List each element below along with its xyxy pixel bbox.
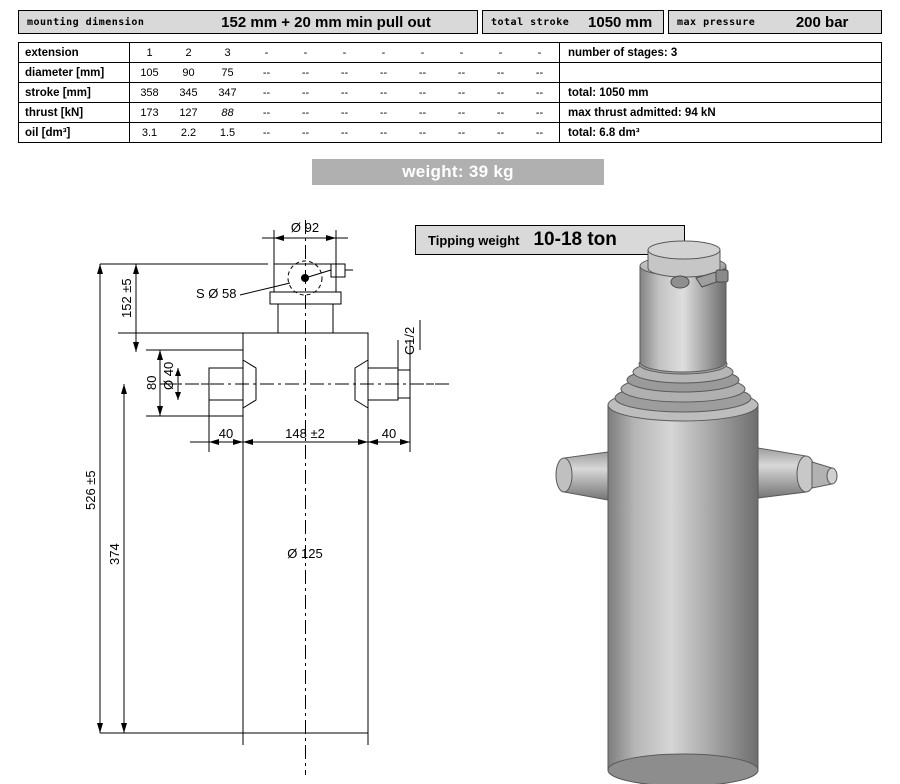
cell: --	[481, 103, 520, 123]
weight-banner	[312, 159, 604, 185]
total-stroke-label: total stroke	[491, 16, 570, 28]
cell: -	[481, 43, 520, 63]
cell: 1.5	[208, 123, 247, 143]
cell: --	[442, 123, 481, 143]
cell: --	[325, 83, 364, 103]
dim-pin-diameter: Ø 40	[161, 361, 176, 390]
row-head: thrust [kN]	[19, 103, 130, 123]
row-note: number of stages: 3	[560, 43, 882, 63]
render-barrel	[608, 389, 758, 784]
cell: --	[403, 83, 442, 103]
max-pressure-value: 200 bar	[795, 13, 849, 31]
mounting-dimension-value: 152 mm + 20 mm min pull out	[221, 13, 431, 31]
cell: --	[247, 123, 286, 143]
dim-left-offset: 40	[218, 426, 234, 441]
tipping-weight-label: Tipping weight	[428, 232, 520, 248]
cell: 345	[169, 83, 208, 103]
cell: 88	[208, 103, 247, 123]
cell: -	[520, 43, 560, 63]
cell: --	[247, 63, 286, 83]
tipping-weight-value: 10-18 ton	[533, 229, 617, 250]
cell: -	[247, 43, 286, 63]
cell: -	[442, 43, 481, 63]
mounting-dimension-box	[18, 10, 478, 34]
table-row	[19, 63, 882, 83]
dim-top-diameter: Ø 92	[290, 220, 320, 235]
max-pressure-label: max pressure	[677, 16, 756, 28]
cell: --	[325, 123, 364, 143]
cell: --	[481, 63, 520, 83]
row-head: diameter [mm]	[19, 63, 130, 83]
dim-center-width: 148 ±2	[285, 426, 325, 441]
cell: --	[364, 103, 403, 123]
cylinder-3d-render	[520, 230, 900, 784]
cell: --	[442, 83, 481, 103]
render-left-trunnion	[556, 452, 608, 500]
cell: --	[520, 83, 560, 103]
dim-port-thread: G1/2	[402, 326, 417, 355]
cell: 358	[130, 83, 170, 103]
total-stroke-value: 1050 mm	[588, 13, 653, 31]
total-stroke-box	[482, 10, 664, 34]
cell: -	[325, 43, 364, 63]
cell: --	[286, 63, 325, 83]
cell: 3.1	[130, 123, 170, 143]
table-row	[19, 43, 882, 63]
cell: 105	[130, 63, 170, 83]
cell: --	[403, 103, 442, 123]
dim-mounting-height: 152 ±5	[119, 278, 134, 318]
row-head: stroke [mm]	[19, 83, 130, 103]
cell: 90	[169, 63, 208, 83]
dim-body-diameter: Ø 125	[287, 546, 323, 561]
render-bottom-cap	[608, 754, 758, 784]
cell: 347	[208, 83, 247, 103]
cell: --	[286, 123, 325, 143]
mounting-dimension-label: mounting dimension	[19, 17, 175, 28]
table-row	[19, 83, 882, 103]
cell: --	[520, 63, 560, 83]
cell: --	[364, 123, 403, 143]
cell: --	[325, 63, 364, 83]
cell: --	[364, 83, 403, 103]
row-head: oil [dm³]	[19, 123, 130, 143]
cell: --	[325, 103, 364, 123]
cell: 127	[169, 103, 208, 123]
cell: 75	[208, 63, 247, 83]
dim-right-offset: 40	[381, 426, 397, 441]
cell: -	[286, 43, 325, 63]
cell: --	[403, 63, 442, 83]
cell: --	[403, 123, 442, 143]
max-pressure-box	[668, 10, 882, 34]
cell: --	[364, 63, 403, 83]
cell: 3	[208, 43, 247, 63]
row-note: max thrust admitted: 94 kN	[560, 103, 882, 123]
cell: 2.2	[169, 123, 208, 143]
cell: --	[247, 103, 286, 123]
row-note: total: 6.8 dm³	[560, 123, 882, 143]
cell: --	[442, 103, 481, 123]
dim-spherical: S Ø 58	[196, 286, 237, 301]
weight-banner-text: weight: 39 kg	[402, 162, 514, 181]
cell: 173	[130, 103, 170, 123]
dim-lower-height: 374	[107, 543, 122, 565]
header-strip	[18, 10, 882, 34]
cell: --	[442, 63, 481, 83]
cell: --	[520, 123, 560, 143]
leader-spherical	[240, 283, 290, 295]
cell: -	[403, 43, 442, 63]
cell: --	[481, 83, 520, 103]
cell: 1	[130, 43, 170, 63]
dim-pin-height: 80	[144, 375, 159, 390]
cell: --	[286, 103, 325, 123]
cell: --	[247, 83, 286, 103]
table-row	[19, 103, 882, 123]
row-note	[560, 63, 882, 83]
technical-drawing-2d	[0, 200, 470, 784]
cell: --	[286, 83, 325, 103]
table-row	[19, 123, 882, 143]
cell: -	[364, 43, 403, 63]
specification-table	[18, 42, 882, 143]
cell: --	[481, 123, 520, 143]
dim-total-height: 526 ±5	[83, 470, 98, 510]
cell: 2	[169, 43, 208, 63]
row-note: total: 1050 mm	[560, 83, 882, 103]
grease-fitting	[331, 264, 345, 277]
render-right-trunnion	[758, 448, 837, 498]
row-head: extension	[19, 43, 130, 63]
cell: --	[520, 103, 560, 123]
